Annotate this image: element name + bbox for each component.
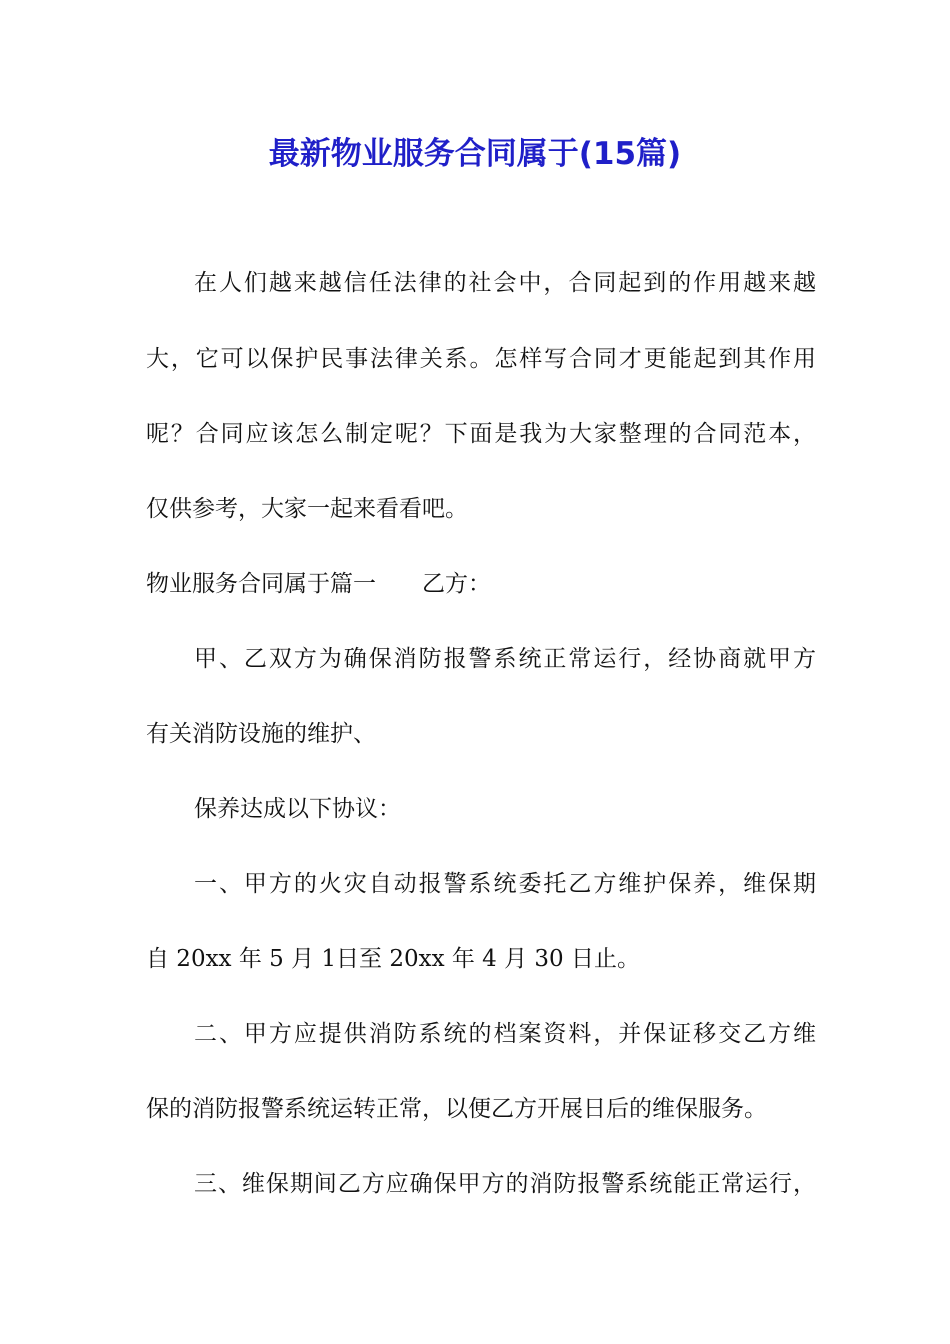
body-line: 甲、乙双方为确保消防报警系统正常运行，经协商就甲方 — [194, 646, 816, 672]
body-line: 三、维保期间乙方应确保甲方的消防报警系统能正常运行， — [194, 1171, 816, 1197]
section-heading: 物业服务合同属于篇一 乙方： — [146, 571, 491, 597]
body-line: 仅供参考，大家一起来看看吧。 — [146, 496, 468, 522]
body-line: 自 20xx 年 5 月 1日至 20xx 年 4 月 30 日止。 — [146, 946, 641, 972]
body-line: 在人们越来越信任法律的社会中，合同起到的作用越来越 — [194, 270, 816, 296]
body-line: 大，它可以保护民事法律关系。怎样写合同才更能起到其作用 — [146, 346, 816, 372]
body-line: 保的消防报警系统运转正常，以便乙方开展日后的维保服务。 — [146, 1096, 767, 1122]
body-line: 呢？合同应该怎么制定呢？下面是我为大家整理的合同范本， — [146, 421, 816, 447]
body-line: 一、甲方的火灾自动报警系统委托乙方维护保养，维保期 — [194, 871, 816, 897]
body-line: 保养达成以下协议： — [194, 796, 401, 822]
document-title: 最新物业服务合同属于(15篇) — [268, 136, 682, 172]
body-line: 有关消防设施的维护、 — [146, 721, 376, 747]
body-line: 二、甲方应提供消防系统的档案资料，并保证移交乙方维 — [194, 1021, 816, 1047]
